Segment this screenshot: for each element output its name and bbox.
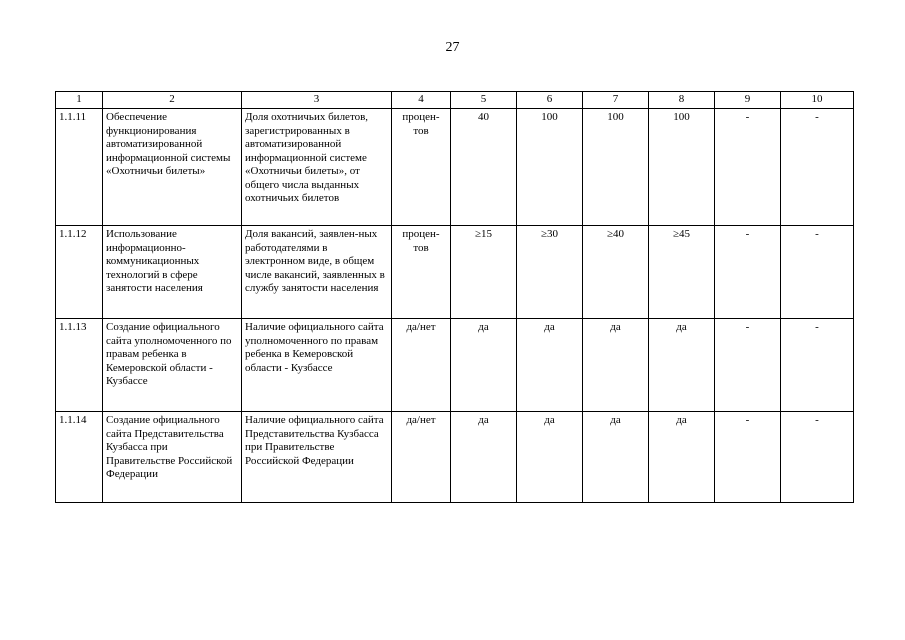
indicator-name: Наличие официального сайта Представительства Кузбасса при Правительстве Российской Федерации xyxy=(242,412,392,503)
column-header: 5 xyxy=(451,92,517,109)
table-row xyxy=(56,226,854,319)
unit-cell: процен-тов xyxy=(392,226,451,319)
value-cell: да xyxy=(451,319,517,412)
value-cell: да xyxy=(583,319,649,412)
value-cell: ≥30 xyxy=(517,226,583,319)
column-header: 4 xyxy=(392,92,451,109)
value-cell: 40 xyxy=(451,109,517,226)
column-header: 2 xyxy=(103,92,242,109)
value-cell: - xyxy=(781,412,854,503)
measure-name: Создание официального сайта уполномоченного по правам ребенка в Кемеровской области - Кузбассе xyxy=(103,319,242,412)
value-cell: 100 xyxy=(517,109,583,226)
value-cell: - xyxy=(715,412,781,503)
indicator-name: Доля охотничьих билетов, зарегистрированных в автоматизированной информационной системе «Охотничьи билеты», от общего числа выданных охотничьих билетов xyxy=(242,109,392,226)
row-number: 1.1.11 xyxy=(56,109,103,226)
value-cell: - xyxy=(715,319,781,412)
table-header-row xyxy=(56,92,854,109)
value-cell: да xyxy=(649,319,715,412)
column-header: 3 xyxy=(242,92,392,109)
indicator-name: Наличие официального сайта уполномоченного по правам ребенка в Кемеровской области - Кузбассе xyxy=(242,319,392,412)
value-cell: да xyxy=(517,319,583,412)
column-header: 10 xyxy=(781,92,854,109)
unit-cell: да/нет xyxy=(392,412,451,503)
value-cell: да xyxy=(517,412,583,503)
column-header: 1 xyxy=(56,92,103,109)
value-cell: да xyxy=(451,412,517,503)
page-number: 27 xyxy=(445,40,460,55)
row-number: 1.1.13 xyxy=(56,319,103,412)
value-cell: 100 xyxy=(649,109,715,226)
row-number: 1.1.12 xyxy=(56,226,103,319)
value-cell: - xyxy=(781,319,854,412)
measure-name: Использование информационно-коммуникационных технологий в сфере занятости населения xyxy=(103,226,242,319)
indicator-name: Доля вакансий, заявлен-ных работодателями в электронном виде, в общем числе вакансий, заявленных в службу занятости населения xyxy=(242,226,392,319)
value-cell: 100 xyxy=(583,109,649,226)
table-row xyxy=(56,319,854,412)
row-number: 1.1.14 xyxy=(56,412,103,503)
value-cell: да xyxy=(649,412,715,503)
value-cell: да xyxy=(583,412,649,503)
column-header: 6 xyxy=(517,92,583,109)
value-cell: - xyxy=(781,109,854,226)
indicators-table xyxy=(55,91,854,503)
measure-name: Обеспечение функционирования автоматизированной информационной системы «Охотничьи билеты» xyxy=(103,109,242,226)
value-cell: ≥45 xyxy=(649,226,715,319)
table-row xyxy=(56,412,854,503)
value-cell: - xyxy=(715,226,781,319)
unit-cell: процен-тов xyxy=(392,109,451,226)
value-cell: ≥40 xyxy=(583,226,649,319)
column-header: 7 xyxy=(583,92,649,109)
unit-cell: да/нет xyxy=(392,319,451,412)
value-cell: - xyxy=(781,226,854,319)
column-header: 9 xyxy=(715,92,781,109)
measure-name: Создание официального сайта Представительства Кузбасса при Правительстве Российской Федерации xyxy=(103,412,242,503)
value-cell: ≥15 xyxy=(451,226,517,319)
table-row xyxy=(56,109,854,226)
value-cell: - xyxy=(715,109,781,226)
column-header: 8 xyxy=(649,92,715,109)
